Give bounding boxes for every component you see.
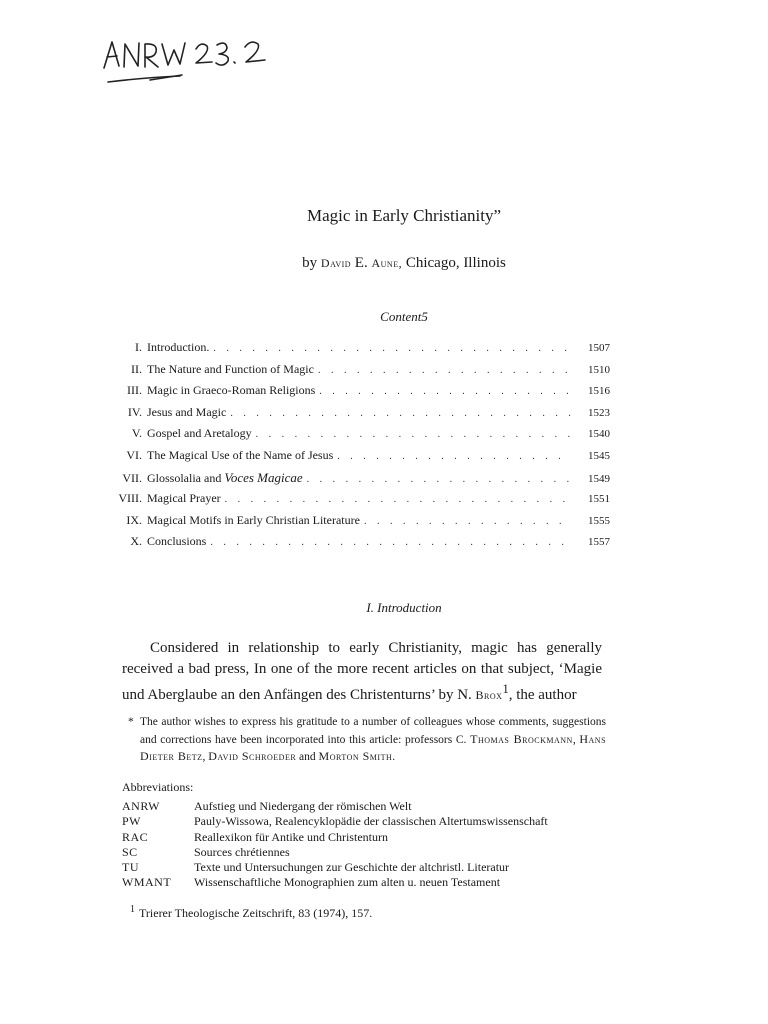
abbreviation-row [122,830,602,845]
contents-heading: Content5 [380,309,428,324]
toc-number: III. [127,383,142,398]
byline-prefix: by [302,255,318,271]
toc-number: V. [131,426,142,441]
toc-row [110,491,610,513]
abbreviation-key: WMANT [122,875,172,890]
abbreviations-heading: Abbreviations: [122,780,194,794]
toc-row [110,513,610,535]
author-location: Chicago, Illinois [405,255,506,271]
toc-row [110,470,610,492]
colleague-name: Morton Smith [318,749,393,763]
toc-row [110,405,610,427]
toc-page-number: 1523 [588,406,610,419]
abbreviation-value: Pauly-Wissowa, Realencyklopädie der classischen Altertumswissenschaft [194,814,548,829]
abbreviation-key: TU [122,860,139,875]
body-text: Considered in relationship to early Christianity, magic has generally received a bad press, In one of the more recent articles on that subject, ‘Magie und Aberglaube an den Anfängen des Christenturns’ by N. [122,640,602,703]
colleague-name: Thomas Brockmann [470,731,573,746]
abbreviation-value: Aufstieg und Niedergang der römischen Welt [194,799,412,813]
toc-row [110,534,610,556]
author-middle-initial: E. [354,255,368,271]
toc-page-number: 1516 [588,385,610,398]
footnote-1 [130,904,372,921]
handwritten-annotation [100,30,290,100]
toc-title: The Magical Use of the Name of Jesus [147,447,334,462]
abbreviation-row [122,799,602,814]
toc-leader-dots [318,365,572,376]
colleague-name: Hans Dieter Betz [140,731,607,763]
toc-leader-dots [256,429,572,440]
byline [0,255,768,272]
toc-leader-dots [319,386,572,397]
table-of-contents [110,340,610,556]
footnote-text: The author wishes to express his gratitude to a number of colleagues whose comments, suggestions and corrections have been incorporated into this article: professors C. [140,716,606,746]
toc-number: X. [130,534,142,549]
footnote-1-text: Trierer Theologische Zeitschrift, 83 (1974), 157. [139,906,373,920]
toc-title: Magic in Graeco-Roman Religions [147,383,316,398]
toc-number: VI. [126,447,142,462]
toc-leader-dots [213,343,572,354]
abbreviation-value: Sources chrétiennes [194,844,290,859]
abbreviation-value: Reallexikon für Antike und Christenturn [194,829,388,844]
toc-page-number: 1555 [588,514,610,527]
toc-page-number: 1549 [588,472,610,485]
toc-leader-dots [337,451,572,462]
toc-title: Jesus and Magic [147,404,227,419]
toc-row [110,340,610,362]
colleague-name: David Schroeder [208,749,297,763]
name-separator: , [202,751,206,763]
toc-number: IV. [127,404,142,419]
toc-number: VII. [122,470,142,485]
toc-title [147,470,307,486]
abbreviation-key: PW [122,814,141,829]
toc-leader-dots [230,408,572,419]
name-separator: and [299,751,316,763]
footnote-reference: 1 [502,682,509,696]
abbreviation-key: ANRW [122,799,160,813]
footnote-star-text [122,714,606,766]
author-last-name: Aune, [371,256,403,270]
author-first-name: David [320,256,352,270]
body-paragraph [122,638,602,706]
toc-page-number: 1551 [588,493,610,506]
abbreviation-key: RAC [122,829,149,844]
footnote-1-mark: 1 [130,904,135,915]
acknowledgement-footnote [122,714,606,766]
toc-page-number: 1540 [588,428,610,441]
cited-author: Brox [475,688,503,702]
toc-number: I. [135,340,142,354]
abbreviation-row [122,860,602,875]
abbreviation-row [122,845,602,860]
toc-page-number: 1510 [588,363,610,376]
toc-row [110,426,610,448]
toc-title: Magical Motifs in Early Christian Literature [147,512,360,527]
footnote-star-mark: * [128,716,134,728]
abbreviations-list [122,799,602,891]
abbreviation-value: Wissenschaftliche Monographien zum alten u. neuen Testament [194,875,501,890]
toc-leader-dots [307,474,572,485]
toc-title-text: Glossolalia and [147,470,222,485]
toc-title: Magical Prayer [147,491,221,506]
article-title: Magic in Early Christianity” [306,206,502,225]
toc-row [110,448,610,470]
abbreviation-row [122,875,602,890]
abbreviation-key: SC [122,844,138,859]
toc-title: Introduction. [147,340,210,354]
toc-leader-dots [210,537,572,548]
abbreviation-value: Texte und Untersuchungen zur Geschichte der altchristl. Literatur [194,860,510,875]
toc-page-number: 1507 [588,342,610,354]
toc-number: VIII. [118,491,142,506]
footnote-end: . [392,751,396,763]
toc-row [110,362,610,384]
toc-title: The Nature and Function of Magic [147,361,314,376]
toc-title: Gospel and Aretalogy [147,426,252,441]
toc-leader-dots [364,516,572,527]
toc-number: IX. [126,512,142,527]
section-heading: I. Introduction [366,600,442,615]
toc-page-number: 1545 [588,449,610,462]
toc-leader-dots [225,494,572,505]
body-text-end: , the author [508,687,577,703]
abbreviation-row [122,814,602,829]
toc-page-number: 1557 [588,536,610,549]
toc-number: II. [131,361,142,376]
toc-title-italic: Voces Magicae [224,469,303,485]
toc-title: Conclusions [147,534,207,549]
toc-row [110,383,610,405]
name-separator: , [572,733,576,746]
